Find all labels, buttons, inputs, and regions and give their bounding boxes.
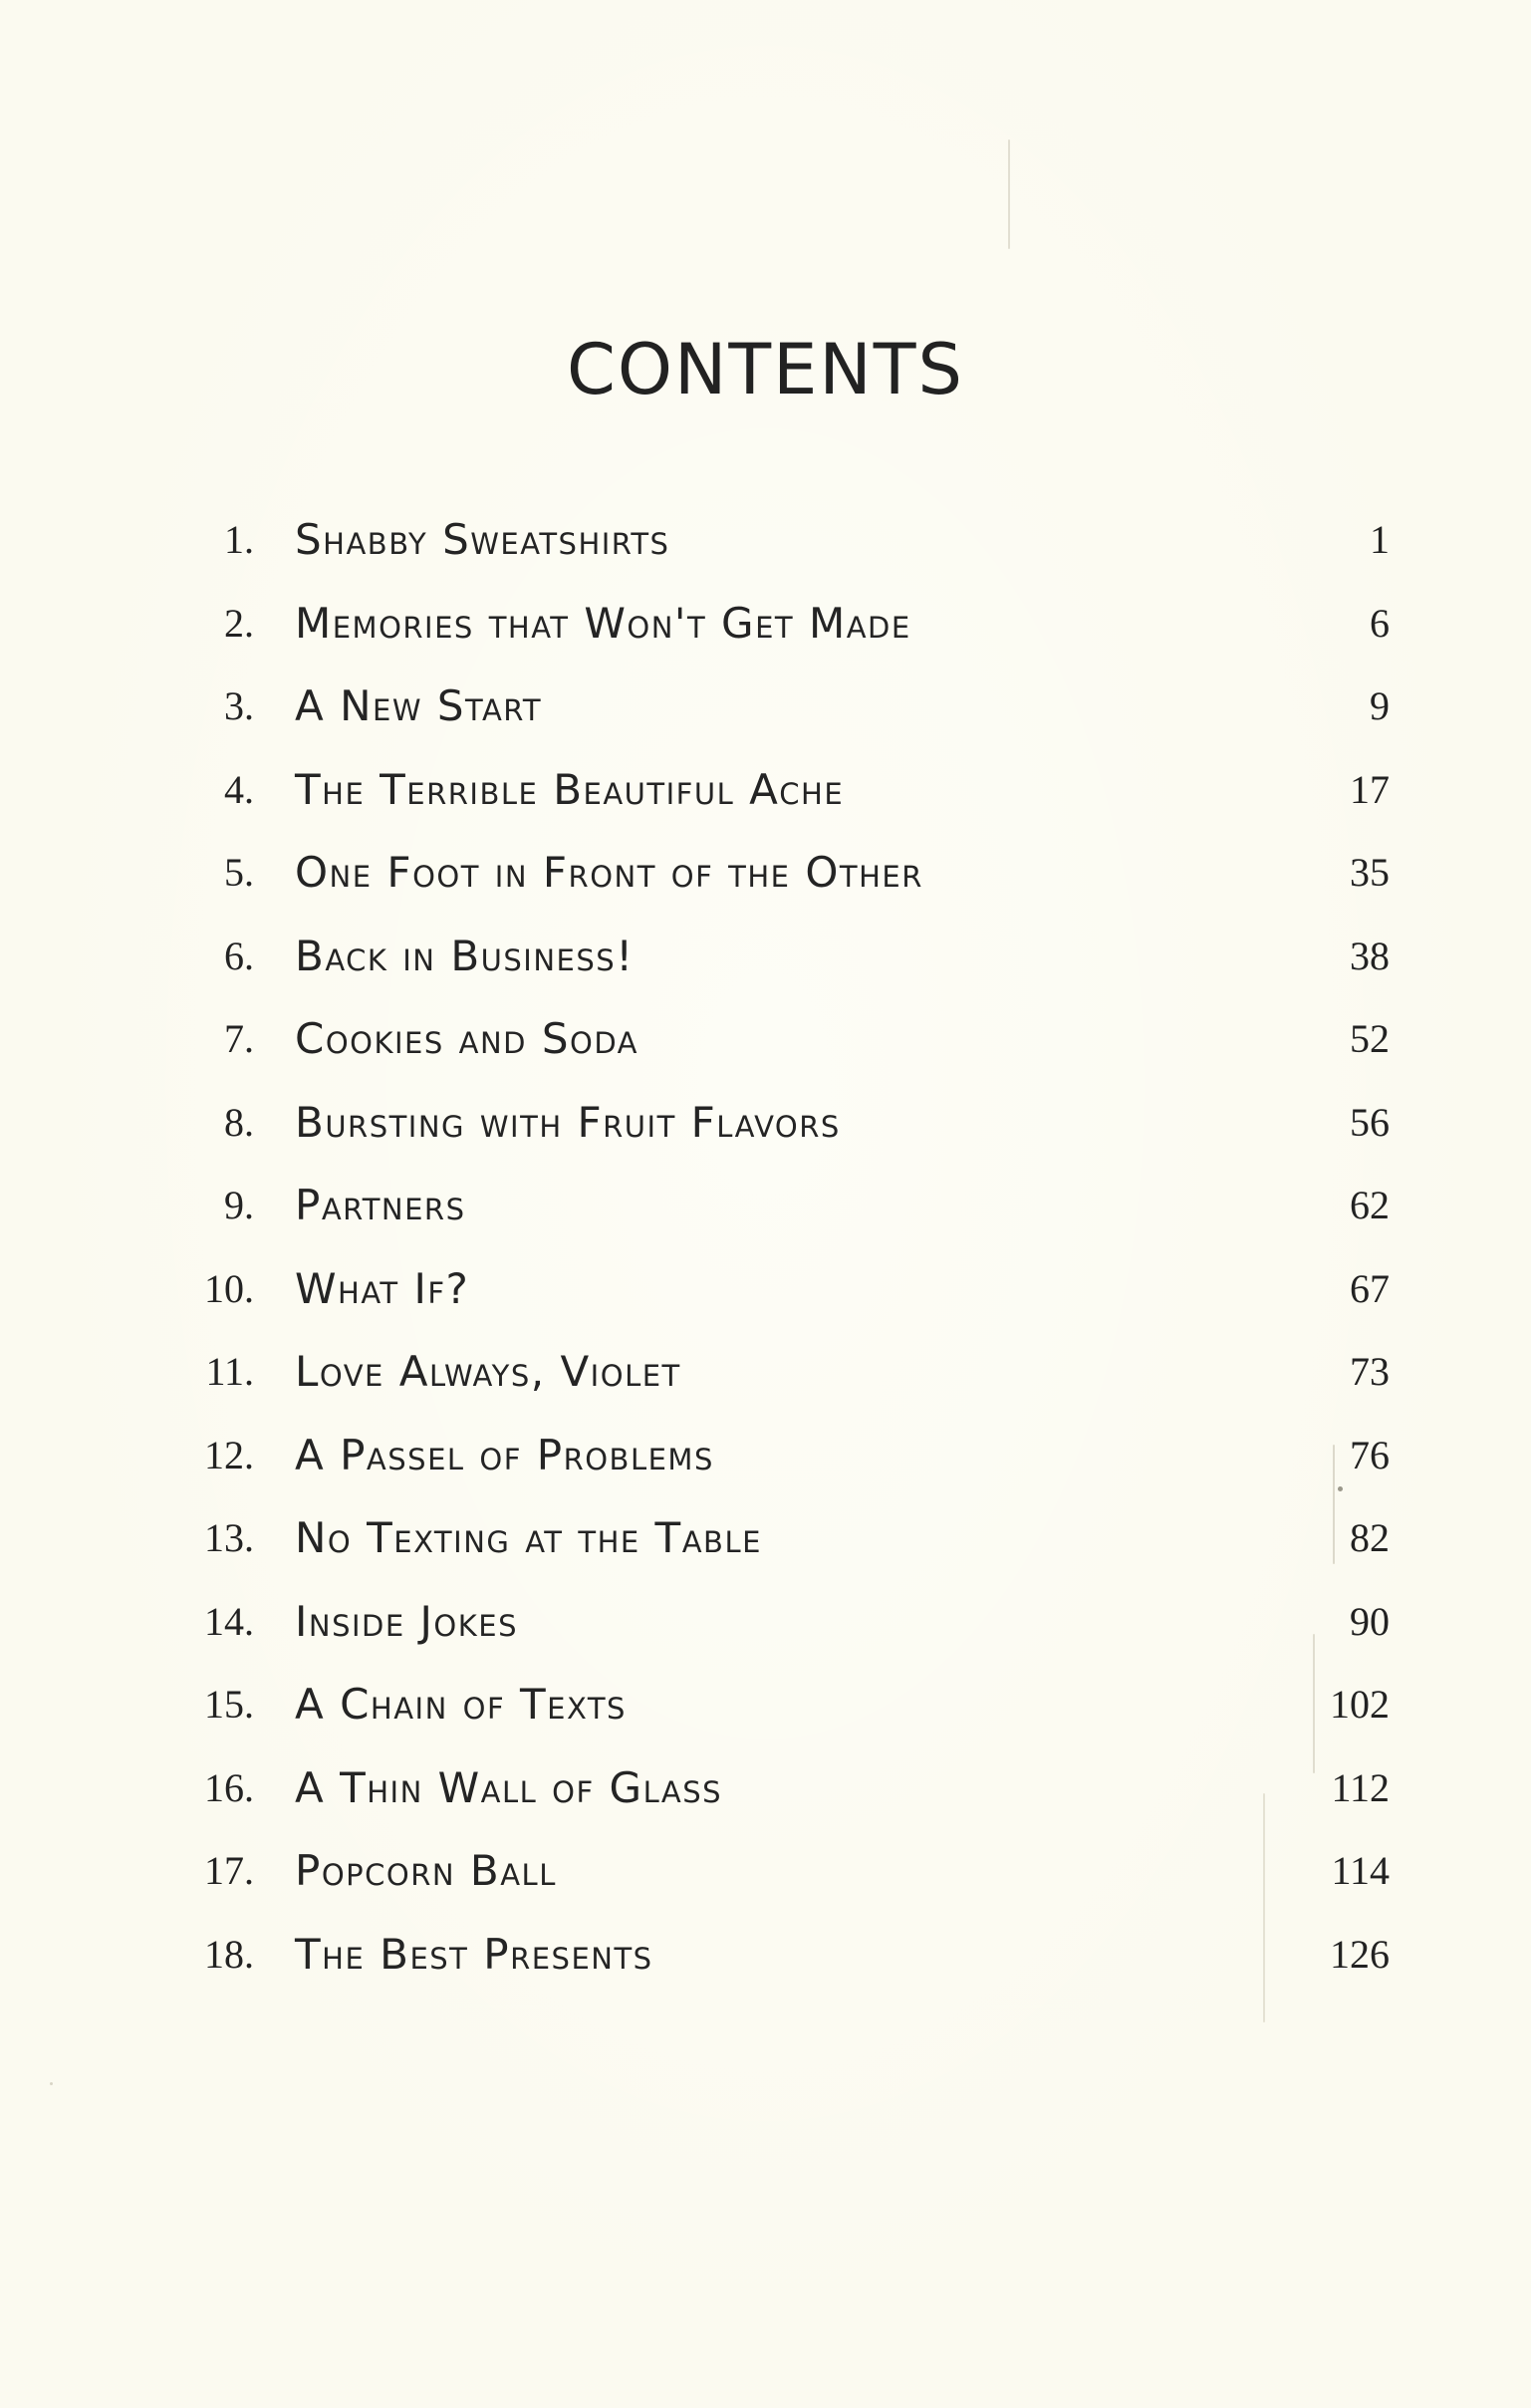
chapter-title: No Texting at the Table xyxy=(295,1513,762,1562)
chapter-page-number: 52 xyxy=(1350,1016,1390,1061)
chapter-title: One Foot in Front of the Other xyxy=(295,848,923,897)
chapter-page-number: 102 xyxy=(1330,1682,1390,1727)
chapter-number: 8. xyxy=(224,1099,254,1145)
chapter-title: Shabby Sweatshirts xyxy=(295,515,670,564)
paper-mark xyxy=(50,2082,53,2085)
chapter-number: 1. xyxy=(224,517,254,562)
chapter-title: A Chain of Texts xyxy=(295,1680,627,1729)
table-of-contents xyxy=(0,510,1531,2007)
chapter-page-number: 17 xyxy=(1350,766,1390,812)
chapter-page-number: 56 xyxy=(1350,1099,1390,1145)
chapter-title: Back in Business! xyxy=(295,931,635,980)
toc-entry xyxy=(0,1093,1531,1177)
chapter-page-number: 1 xyxy=(1370,517,1390,562)
chapter-title: A New Start xyxy=(295,681,543,730)
toc-entry xyxy=(0,1176,1531,1259)
chapter-title: Partners xyxy=(295,1181,466,1229)
toc-entry xyxy=(0,594,1531,677)
paper-mark xyxy=(1008,139,1010,249)
chapter-page-number: 76 xyxy=(1350,1432,1390,1477)
chapter-number: 4. xyxy=(224,766,254,812)
chapter-number: 12. xyxy=(204,1432,254,1477)
toc-entry xyxy=(0,1925,1531,2008)
toc-entry xyxy=(0,1426,1531,1509)
chapter-title: A Thin Wall of Glass xyxy=(295,1762,723,1812)
chapter-number: 11. xyxy=(205,1349,254,1394)
chapter-title: Love Always, Violet xyxy=(295,1347,681,1396)
chapter-number: 18. xyxy=(204,1931,254,1977)
toc-entry xyxy=(0,1758,1531,1842)
chapter-page-number: 35 xyxy=(1350,850,1390,895)
toc-entry xyxy=(0,1342,1531,1426)
chapter-number: 5. xyxy=(224,850,254,895)
chapter-number: 6. xyxy=(224,933,254,978)
chapter-number: 3. xyxy=(224,683,254,728)
chapter-page-number: 6 xyxy=(1370,600,1390,646)
chapter-title: Cookies and Soda xyxy=(295,1014,638,1063)
toc-entry xyxy=(0,1009,1531,1093)
chapter-title: A Passel of Problems xyxy=(295,1430,714,1479)
toc-entry xyxy=(0,1259,1531,1343)
chapter-number: 16. xyxy=(204,1764,254,1810)
toc-entry xyxy=(0,1592,1531,1676)
chapter-page-number: 112 xyxy=(1331,1764,1390,1810)
toc-entry xyxy=(0,1841,1531,1925)
chapter-title: Inside Jokes xyxy=(295,1596,519,1646)
chapter-page-number: 67 xyxy=(1350,1265,1390,1311)
chapter-number: 17. xyxy=(204,1848,254,1893)
chapter-title: The Best Presents xyxy=(295,1929,653,1979)
chapter-number: 9. xyxy=(224,1183,254,1227)
chapter-page-number: 62 xyxy=(1350,1183,1390,1227)
chapter-number: 7. xyxy=(224,1016,254,1061)
chapter-title: What If? xyxy=(295,1263,470,1313)
chapter-number: 13. xyxy=(204,1515,254,1560)
chapter-title: Bursting with Fruit Flavors xyxy=(295,1097,841,1147)
chapter-page-number: 126 xyxy=(1330,1931,1390,1977)
chapter-page-number: 82 xyxy=(1350,1515,1390,1560)
chapter-page-number: 9 xyxy=(1370,683,1390,728)
chapter-page-number: 73 xyxy=(1350,1349,1390,1394)
chapter-number: 14. xyxy=(204,1598,254,1644)
chapter-title: Memories that Won't Get Made xyxy=(295,598,911,648)
toc-entry xyxy=(0,843,1531,927)
chapter-page-number: 114 xyxy=(1331,1848,1390,1893)
chapter-page-number: 90 xyxy=(1350,1598,1390,1644)
chapter-number: 15. xyxy=(204,1682,254,1727)
toc-entry xyxy=(0,1675,1531,1758)
chapter-title: Popcorn Ball xyxy=(295,1846,557,1895)
toc-entry xyxy=(0,1508,1531,1592)
toc-entry xyxy=(0,510,1531,594)
chapter-number: 2. xyxy=(224,600,254,646)
toc-entry xyxy=(0,760,1531,844)
toc-entry xyxy=(0,927,1531,1010)
toc-entry xyxy=(0,676,1531,760)
chapter-title: The Terrible Beautiful Ache xyxy=(295,764,845,814)
chapter-page-number: 38 xyxy=(1350,933,1390,978)
chapter-number: 10. xyxy=(204,1265,254,1311)
page-title: CONTENTS xyxy=(567,329,964,410)
